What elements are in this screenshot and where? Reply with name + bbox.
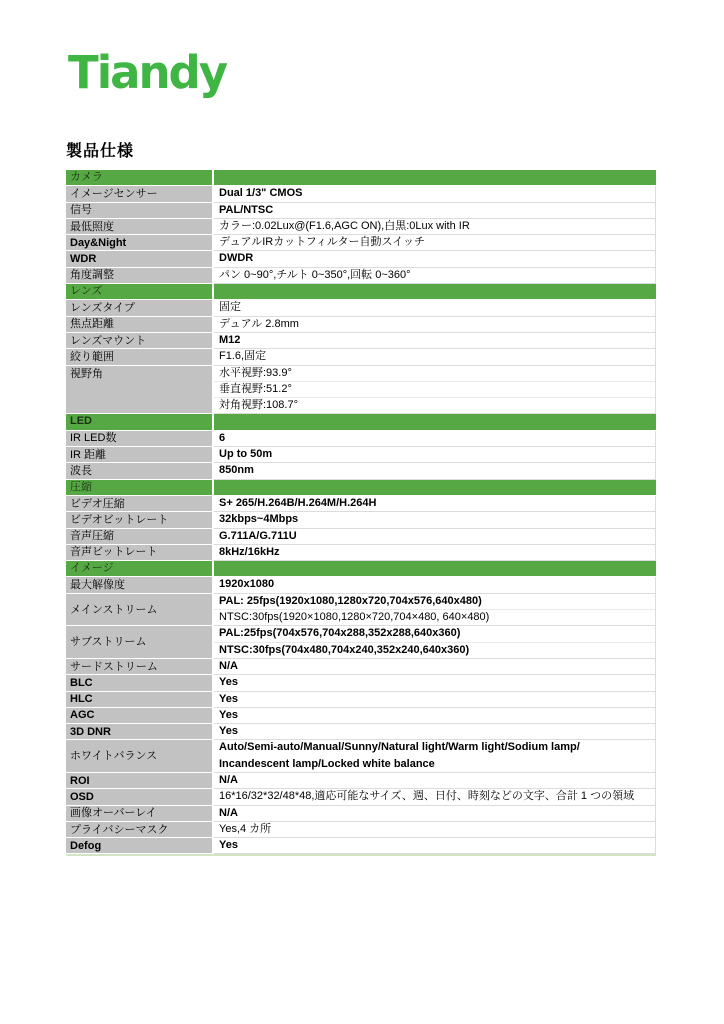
spec-row — [66, 529, 656, 545]
section-header-label: 圧縮 — [66, 480, 214, 495]
section-header-fill — [214, 561, 656, 576]
spec-value-line: M12 — [214, 333, 655, 349]
spec-value-cell — [214, 512, 656, 528]
spec-value-line: Yes — [214, 838, 655, 854]
spec-label-cell: サブストリーム — [66, 626, 214, 659]
spec-value-line: PAL/NTSC — [214, 203, 655, 219]
spec-row — [66, 773, 656, 789]
spec-label-cell: Defog — [66, 838, 214, 854]
spec-row — [66, 219, 656, 235]
spec-row — [66, 203, 656, 219]
spec-label-cell: イメージセンサー — [66, 186, 214, 202]
spec-label-cell: WDR — [66, 251, 214, 267]
spec-value-cell — [214, 675, 656, 691]
spec-value-line: NTSC:30fps(1920×1080,1280×720,704×480, 640×480) — [214, 610, 655, 626]
spec-value-line: F1.6,固定 — [214, 349, 655, 365]
spec-label-cell: 角度調整 — [66, 268, 214, 284]
spec-row — [66, 659, 656, 675]
spec-label-cell: ビデオ圧縮 — [66, 496, 214, 512]
spec-value-cell — [214, 529, 656, 545]
spec-value-cell — [214, 789, 656, 805]
spec-value-line: Up to 50m — [214, 447, 655, 463]
spec-value-cell — [214, 740, 656, 773]
spec-row — [66, 447, 656, 463]
spec-value-line: N/A — [214, 773, 655, 789]
spec-label-cell: 視野角 — [66, 366, 214, 415]
spec-value-line: Auto/Semi-auto/Manual/Sunny/Natural light/Warm light/Sodium lamp/ — [214, 740, 655, 756]
spec-row — [66, 626, 656, 659]
spec-value-cell — [214, 186, 656, 202]
spec-label-cell: ホワイトバランス — [66, 740, 214, 773]
spec-value-cell — [214, 594, 656, 627]
spec-value-line: カラー:0.02Lux@(F1.6,AGC ON),白黒:0Lux with IR — [214, 219, 655, 235]
spec-value-line: 16*16/32*32/48*48,適応可能なサイズ、週、日付、時刻などの文字、合計 1 つの領域 — [214, 789, 655, 805]
spec-value-line: 32kbps~4Mbps — [214, 512, 655, 528]
spec-value-line: 8kHz/16kHz — [214, 545, 655, 561]
spec-row — [66, 838, 656, 854]
section-header-label: レンズ — [66, 284, 214, 299]
spec-row — [66, 740, 656, 773]
spec-label-cell: 絞り範囲 — [66, 349, 214, 365]
spec-value-cell — [214, 317, 656, 333]
spec-label-cell: 画像オーバーレイ — [66, 806, 214, 822]
spec-label-cell: 波長 — [66, 463, 214, 479]
section-header-row — [66, 284, 656, 300]
spec-value-cell — [214, 496, 656, 512]
spec-row — [66, 268, 656, 284]
spec-row — [66, 708, 656, 724]
spec-value-line: 6 — [214, 431, 655, 447]
section-header-fill — [214, 480, 656, 495]
spec-label-cell: HLC — [66, 692, 214, 708]
spec-row — [66, 317, 656, 333]
spec-row — [66, 251, 656, 267]
spec-label-cell: 信号 — [66, 203, 214, 219]
spec-value-cell — [214, 219, 656, 235]
section-header-row — [66, 170, 656, 186]
spec-value-line: 垂直視野:51.2° — [214, 382, 655, 398]
spec-row — [66, 300, 656, 316]
spec-value-cell — [214, 545, 656, 561]
spec-value-cell — [214, 692, 656, 708]
section-header-fill — [214, 284, 656, 299]
spec-table — [66, 170, 656, 856]
spec-value-cell — [214, 577, 656, 593]
spec-row — [66, 675, 656, 691]
spec-value-cell — [214, 251, 656, 267]
spec-row — [66, 235, 656, 251]
spec-value-cell — [214, 431, 656, 447]
spec-row — [66, 789, 656, 805]
section-header-row — [66, 480, 656, 496]
page-title: 製品仕様 — [66, 143, 135, 160]
spec-label-cell: 焦点距離 — [66, 317, 214, 333]
spec-value-line: 固定 — [214, 300, 655, 316]
spec-label-cell: BLC — [66, 675, 214, 691]
section-header-label: カメラ — [66, 170, 214, 185]
spec-label-cell: OSD — [66, 789, 214, 805]
spec-row — [66, 463, 656, 479]
spec-value-cell — [214, 235, 656, 251]
spec-row — [66, 333, 656, 349]
spec-row — [66, 577, 656, 593]
spec-label-cell: AGC — [66, 708, 214, 724]
spec-value-line: Yes — [214, 692, 655, 708]
spec-value-line: 1920x1080 — [214, 577, 655, 593]
spec-label-cell: Day&Night — [66, 235, 214, 251]
spec-value-line: パン 0~90°,チルト 0~350°,回転 0~360° — [214, 268, 655, 284]
spec-value-cell — [214, 300, 656, 316]
spec-value-cell — [214, 708, 656, 724]
spec-value-line: PAL:25fps(704x576,704x288,352x288,640x360) — [214, 626, 655, 642]
spec-value-cell — [214, 659, 656, 675]
spec-label-cell: サードストリーム — [66, 659, 214, 675]
spec-value-line: Yes,4 カ所 — [214, 822, 655, 838]
spec-label-cell: 最低照度 — [66, 219, 214, 235]
spec-value-cell — [214, 463, 656, 479]
spec-value-cell — [214, 626, 656, 659]
spec-label-cell: レンズタイプ — [66, 300, 214, 316]
spec-label-cell: 最大解像度 — [66, 577, 214, 593]
spec-value-line: Dual 1/3" CMOS — [214, 186, 655, 202]
spec-value-line: Incandescent lamp/Locked white balance — [214, 757, 655, 773]
spec-row — [66, 186, 656, 202]
spec-value-line: 対角視野:108.7° — [214, 398, 655, 414]
section-header-label: LED — [66, 414, 214, 429]
spec-value-cell — [214, 806, 656, 822]
spec-label-cell: プライバシーマスク — [66, 822, 214, 838]
spec-value-line: 850nm — [214, 463, 655, 479]
spec-row — [66, 431, 656, 447]
spec-value-line: DWDR — [214, 251, 655, 267]
spec-value-line: NTSC:30fps(704x480,704x240,352x240,640x360) — [214, 643, 655, 659]
spec-value-line: G.711A/G.711U — [214, 529, 655, 545]
spec-label-cell: 音声圧縮 — [66, 529, 214, 545]
spec-value-cell — [214, 724, 656, 740]
spec-label-cell: ビデオビットレート — [66, 512, 214, 528]
spec-value-line: Yes — [214, 708, 655, 724]
spec-row — [66, 806, 656, 822]
spec-value-line: S+ 265/H.264B/H.264M/H.264H — [214, 496, 655, 512]
spec-value-cell — [214, 203, 656, 219]
spec-label-cell: IR LED数 — [66, 431, 214, 447]
section-header-label: イメージ — [66, 561, 214, 576]
section-header-fill — [214, 170, 656, 185]
spec-value-cell — [214, 773, 656, 789]
spec-value-line: デュアルIRカットフィルター自動スイッチ — [214, 235, 655, 251]
spec-value-line: N/A — [214, 659, 655, 675]
spec-value-line: Yes — [214, 675, 655, 691]
spec-value-cell — [214, 838, 656, 854]
spec-row — [66, 496, 656, 512]
spec-label-cell: レンズマウント — [66, 333, 214, 349]
spec-row — [66, 594, 656, 627]
spec-value-cell — [214, 268, 656, 284]
spec-value-cell — [214, 366, 656, 415]
spec-value-line: 水平視野:93.9° — [214, 366, 655, 382]
spec-value-line: PAL: 25fps(1920x1080,1280x720,704x576,640x480) — [214, 594, 655, 610]
spec-label-cell: ROI — [66, 773, 214, 789]
spec-label-cell: 音声ビットレート — [66, 545, 214, 561]
section-header-fill — [214, 414, 656, 429]
spec-value-line: デュアル 2.8mm — [214, 317, 655, 333]
section-header-row — [66, 414, 656, 430]
spec-value-cell — [214, 333, 656, 349]
spec-label-cell: メインストリーム — [66, 594, 214, 627]
spec-label-cell: 3D DNR — [66, 724, 214, 740]
spec-row — [66, 349, 656, 365]
tiandy-logo: Tiandy — [68, 46, 227, 99]
spec-row — [66, 512, 656, 528]
spec-label-cell: IR 距離 — [66, 447, 214, 463]
section-header-row — [66, 561, 656, 577]
spec-row — [66, 822, 656, 838]
spec-value-line: N/A — [214, 806, 655, 822]
spec-row — [66, 545, 656, 561]
spec-row — [66, 366, 656, 415]
spec-row — [66, 692, 656, 708]
spec-value-cell — [214, 349, 656, 365]
spec-value-cell — [214, 822, 656, 838]
spec-value-cell — [214, 447, 656, 463]
spec-row — [66, 724, 656, 740]
spec-value-line: Yes — [214, 724, 655, 740]
